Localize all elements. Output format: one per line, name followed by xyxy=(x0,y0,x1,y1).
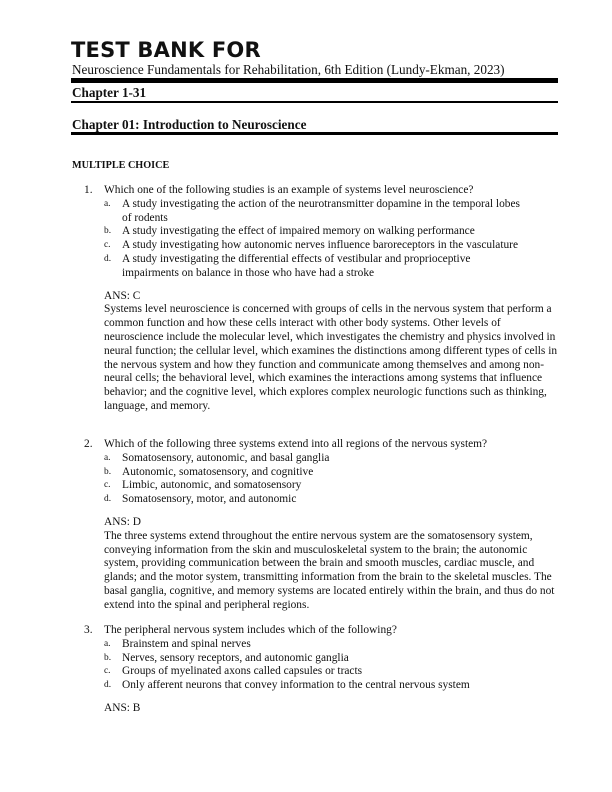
option-text: Only afferent neurons that convey information to the central nervous system xyxy=(122,679,470,692)
question-stem: Which of the following three systems extend into all regions of the nervous system? xyxy=(104,438,488,450)
chapter-title: Chapter 01: Introduction to Neuroscience xyxy=(72,117,307,132)
option-c xyxy=(104,239,558,253)
section-heading: MULTIPLE CHOICE xyxy=(72,160,170,171)
option-letter: d. xyxy=(104,253,112,264)
answer-key: ANS: B xyxy=(104,701,141,714)
question-2 xyxy=(84,438,558,613)
option-d xyxy=(104,253,558,281)
question-3 xyxy=(84,624,558,716)
option-c xyxy=(104,479,558,493)
option-c xyxy=(104,665,558,679)
option-letter: d. xyxy=(104,680,112,691)
option-d xyxy=(104,493,558,507)
option-text: Limbic, autonomic, and somatosensory xyxy=(122,479,302,492)
option-b xyxy=(104,652,558,666)
option-letter: a. xyxy=(104,198,111,209)
option-text: A study investigating the action of the neurotransmitter dopamine in the temporal lobes of rodents xyxy=(122,197,520,224)
option-letter: d. xyxy=(104,494,112,505)
option-text: Autonomic, somatosensory, and cognitive xyxy=(122,465,314,478)
question-stem: The peripheral nervous system includes which of the following? xyxy=(104,624,397,636)
option-text: Brainstem and spinal nerves xyxy=(122,637,251,650)
chapter-title-rule xyxy=(71,132,558,135)
chapter-range: Chapter 1-31 xyxy=(72,85,147,100)
option-b xyxy=(104,225,558,239)
rationale: Systems level neuroscience is concerned with groups of cells in the nervous system that perform a common function and how these cells interact with other body systems. Other levels of neuroscience include the molecular level, which investigates the chemistry and physics involved in neural function; the cellular level, which examines the distinctions among different types of cells in the nervous system and how they function and communicate among themselves and among non-neural cells; the behavioral level, which examines the interactions among systems that influence behavior; and the cognitive level, which explores complex neurologic functions such as thinking, language, and memory. xyxy=(104,303,558,412)
question-stem: Which one of the following studies is an example of systems level neuroscience? xyxy=(104,184,474,196)
header-rule-thick xyxy=(71,78,558,83)
option-letter: c. xyxy=(104,666,111,677)
chapter-rule-thin xyxy=(71,101,558,103)
book-title: Neuroscience Fundamentals for Rehabilitation, 6th Edition (Lundy-Ekman, 2023) xyxy=(72,62,505,77)
brand-title: TEST BANK FOR xyxy=(71,38,261,62)
answer-key: ANS: D xyxy=(104,515,142,528)
option-letter: c. xyxy=(104,240,111,251)
option-letter: a. xyxy=(104,638,111,649)
option-letter: b. xyxy=(104,652,112,663)
option-text: Groups of myelinated axons called capsules or tracts xyxy=(122,665,363,678)
option-text: A study investigating how autonomic nerves influence baroreceptors in the vasculature xyxy=(122,239,519,252)
option-d xyxy=(104,679,558,693)
option-letter: a. xyxy=(104,452,111,463)
question-number: 1. xyxy=(84,184,93,196)
option-letter: b. xyxy=(104,466,112,477)
option-text: Somatosensory, autonomic, and basal ganglia xyxy=(122,451,330,464)
option-a xyxy=(104,198,558,226)
option-text: Nerves, sensory receptors, and autonomic ganglia xyxy=(122,651,349,664)
rationale: The three systems extend throughout the entire nervous system are the somatosensory system, conveying information from the skin and musculoskeletal system to the brain; the autonomic system, providing communication between the brain and smooth muscles, cardiac muscle, and glands; and the motor system, transmitting information from the brain to the skeletal muscles. The basal ganglia, cognitive, and memory systems are located entirely within the brain, and thus do not extend into the spinal and peripheral regions. xyxy=(104,529,555,611)
option-b xyxy=(104,466,558,480)
option-letter: c. xyxy=(104,480,111,491)
option-a xyxy=(104,638,558,652)
question-number: 2. xyxy=(84,438,93,450)
option-text: A study investigating the effect of impaired memory on walking performance xyxy=(122,225,475,238)
question-1 xyxy=(84,184,558,414)
option-text: Somatosensory, motor, and autonomic xyxy=(122,493,297,506)
question-number: 3. xyxy=(84,624,93,636)
option-letter: b. xyxy=(104,226,112,237)
option-text: A study investigating the differential effects of vestibular and proprioceptive impairments on balance in those who have had a stroke xyxy=(122,252,471,279)
answer-key: ANS: C xyxy=(104,289,141,302)
option-a xyxy=(104,452,558,466)
